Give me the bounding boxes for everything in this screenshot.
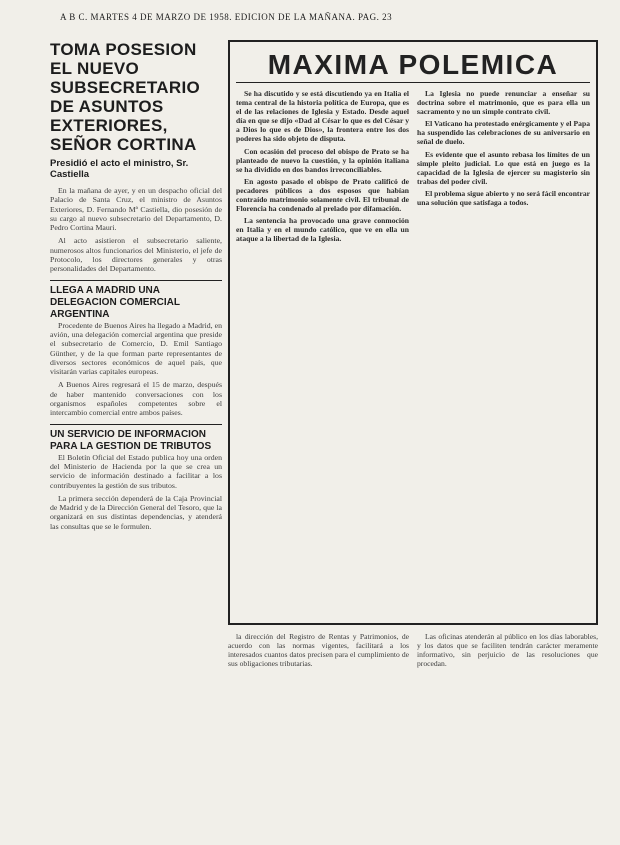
paragraph: Es evidente que el asunto rebasa los límites de un simple pleito judicial. Lo que está en juego es la capacidad de la Iglesia de ejercer su magisterio sin trabas del poder civil. bbox=[417, 149, 590, 186]
paragraph: En agosto pasado el obispo de Prato calificó de pecadores públicos a dos esposos que habían contraído matrimonio solamente civil. El tribunal de Florencia ha condenado al prelado por difamación. bbox=[236, 176, 409, 214]
editorial-columns bbox=[236, 89, 590, 247]
paragraph: La primera sección dependerá de la Caja Provincial de Madrid y de la Dirección General del Tesoro, que la organizará en sus distintas dependencias, y atenderá las consultas que se le formulen. bbox=[50, 493, 222, 531]
headline: TOMA POSESION EL NUEVO SUBSECRETARIO DE ASUNTOS EXTERIORES, SEÑOR CORTINA bbox=[50, 40, 200, 154]
paragraph: La sentencia ha provocado una grave conmoción en Italia y en el mundo católico, que ve en ella un ataque a la libertad de la Iglesia. bbox=[236, 216, 409, 244]
paragraph: En la mañana de ayer, y en un despacho oficial del Palacio de Santa Cruz, el ministro de Asuntos Exteriores, D. Fernando Mª Castiella, dio posesión de su cargo al nuevo subsecretario del Departamento, D. Pedro Cortina Mauri. bbox=[50, 186, 222, 233]
section-headline: UN SERVICIO DE INFORMACION PARA LA GESTION DE TRIBUTOS bbox=[50, 424, 222, 453]
paragraph: A Buenos Aires regresará el 15 de marzo, después de haber mantenido conversaciones con los organismos españoles competentes sobre el intercambio comercial entre ambos países. bbox=[50, 380, 222, 418]
section-headline: LLEGA A MADRID UNA DELEGACION COMERCIAL ARGENTINA bbox=[50, 280, 222, 321]
editorial-title: MAXIMA POLEMICA bbox=[236, 48, 590, 83]
bottom-columns bbox=[228, 632, 598, 672]
bottom-column bbox=[228, 632, 409, 672]
paragraph: Al acto asistieron el subsecretario saliente, numerosos altos funcionarios del Ministerio, el jefe de Protocolo, los directores generales y otras personalidades del Departamento. bbox=[50, 236, 222, 274]
paragraph: La Iglesia no puede renunciar a enseñar su doctrina sobre el matrimonio, que es para ella un sacramento y no un simple contrato civil. bbox=[417, 89, 590, 117]
paragraph: El problema sigue abierto y no será fácil encontrar una solución que satisfaga a todos. bbox=[417, 188, 590, 208]
paragraph: Las oficinas atenderán al público en los días laborables, y los datos que se faciliten tendrán carácter meramente informativo, sin perjuicio de las resoluciones que procedan. bbox=[417, 632, 598, 669]
editorial-column bbox=[417, 89, 590, 247]
paragraph: Con ocasión del proceso del obispo de Prato se ha planteado de nuevo la cuestión, y la opinión italiana se ha dividido en dos bandos irreconciliables. bbox=[236, 146, 409, 174]
paragraph: El Boletín Oficial del Estado publica hoy una orden del Ministerio de Hacienda por la que se crea un servicio de información destinado a facilitar a los contribuyentes la gestión de sus tributos. bbox=[50, 452, 222, 490]
paragraph: Procedente de Buenos Aires ha llegado a Madrid, en avión, una delegación comercial argentina que preside el subsecretario de Comercio, D. Emil Santiago Günther, y de la que forman parte representantes de diversos sectores económicos de aquel país, que visitarán varias capitales europeas. bbox=[50, 320, 222, 377]
page-header: A B C. MARTES 4 DE MARZO DE 1958. EDICION DE LA MAÑANA. PAG. 23 bbox=[60, 12, 393, 22]
left-column bbox=[50, 40, 222, 535]
editorial-box bbox=[228, 40, 598, 625]
bottom-column bbox=[417, 632, 598, 672]
paragraph: Se ha discutido y se está discutiendo ya en Italia el tema central de la historia política de Europa, que es el de las relaciones de Iglesia y Estado. Desde aquel día en que se dijo «Dad al César lo que es del César y a Dios lo que es de Dios», la frontera entre los dos poderes ha sido objeto de disputa. bbox=[236, 89, 409, 144]
paragraph: la dirección del Registro de Rentas y Patrimonios, de acuerdo con las normas vigentes, facilitará a los interesados cuantos datos precisen para el cumplimiento de sus obligaciones tributarias. bbox=[228, 632, 409, 669]
subheadline: Presidió el acto el ministro, Sr. Castiella bbox=[50, 158, 189, 180]
paragraph: El Vaticano ha protestado enérgicamente y el Papa ha suspendido las celebraciones de su aniversario en señal de duelo. bbox=[417, 119, 590, 147]
editorial-column bbox=[236, 89, 409, 247]
